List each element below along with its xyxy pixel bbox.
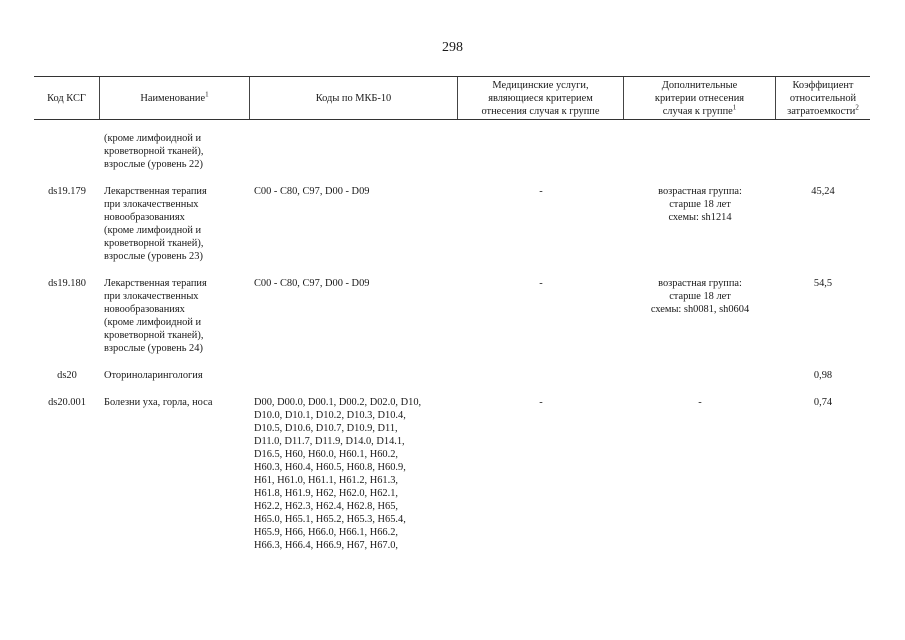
name-line: Лекарственная терапия <box>104 186 207 197</box>
icd-line: D10.5, D10.6, D10.7, D10.9, D11, <box>254 423 398 434</box>
icd-line: H65.9, H66, H66.0, H66.1, H66.2, <box>254 527 399 538</box>
icd-line: C00 - C80, C97, D00 - D09 <box>254 186 370 197</box>
row-coefficient <box>776 132 870 171</box>
row-coefficient: 0,98 <box>813 370 833 381</box>
row-name <box>100 132 250 171</box>
row-criteria <box>624 396 776 552</box>
icd-line: H62.2, H62.3, H62.4, H62.8, H65, <box>254 501 399 512</box>
header-code: Код КСГ <box>34 77 100 119</box>
row-code: ds19.180 <box>48 278 86 289</box>
icd-line: D00, D00.0, D00.1, D00.2, D02.0, D10, <box>254 397 422 408</box>
row-criteria <box>624 277 776 355</box>
table-body <box>34 120 870 552</box>
name-line: Болезни уха, горла, носа <box>104 397 213 408</box>
header-name: Наименование$^1$ <box>100 77 250 119</box>
row-services: - <box>539 278 543 289</box>
icd-line: H61.8, H61.9, H62, H62.0, H62.1, <box>254 488 399 499</box>
row-services: - <box>539 186 543 197</box>
criteria-line: - <box>698 397 702 408</box>
icd-line: D11.0, D11.7, D11.9, D14.0, D14.1, <box>254 436 405 447</box>
name-line: взрослые (уровень 24) <box>104 343 203 354</box>
header-coefficient: Коэффициент относительной затратоемкости$^2$ <box>787 79 859 117</box>
criteria-line: схемы: sh0081, sh0604 <box>650 304 750 315</box>
row-code: ds19.179 <box>48 186 86 197</box>
icd-line: C00 - C80, C97, D00 - D09 <box>254 278 370 289</box>
icd-line: H66.3, H66.4, H66.9, H67, H67.0, <box>254 540 399 551</box>
row-name <box>100 277 250 355</box>
table-row <box>34 369 870 382</box>
name-line: взрослые (уровень 22) <box>104 159 203 170</box>
name-line: Лекарственная терапия <box>104 278 207 289</box>
row-criteria <box>624 185 776 263</box>
name-line: взрослые (уровень 23) <box>104 251 203 262</box>
row-icd-codes <box>250 369 458 382</box>
icd-line: H61, H61.0, H61.1, H61.2, H61.3, <box>254 475 399 486</box>
criteria-line: схемы: sh1214 <box>668 212 732 223</box>
row-coefficient: 45,24 <box>811 186 835 197</box>
table-row <box>34 277 870 355</box>
row-coefficient: 0,74 <box>813 397 833 408</box>
row-code <box>34 132 100 171</box>
row-coefficient: 54,5 <box>813 278 833 289</box>
name-line: кроветворной тканей), <box>104 238 204 249</box>
row-icd-codes <box>250 185 458 263</box>
icd-line: H65.0, H65.1, H65.2, H65.3, H65.4, <box>254 514 406 525</box>
icd-line: H60.3, H60.4, H60.5, H60.8, H60.9, <box>254 462 406 473</box>
criteria-line: возрастная группа: <box>658 278 742 289</box>
name-line: Оториноларингология <box>104 370 203 381</box>
criteria-line: старше 18 лет <box>669 199 731 210</box>
row-name <box>100 369 250 382</box>
icd-line: D10.0, D10.1, D10.2, D10.3, D10.4, <box>254 410 406 421</box>
row-name <box>100 396 250 552</box>
header-criteria: Дополнительные критерии отнесения случая к группе$^1$ <box>624 77 776 119</box>
name-line: при злокачественных <box>104 291 199 302</box>
name-line: (кроме лимфоидной и <box>104 225 202 236</box>
table-row <box>34 185 870 263</box>
row-code: ds20.001 <box>48 397 86 408</box>
table-row <box>34 132 870 171</box>
ksg-table <box>34 76 870 566</box>
table-row <box>34 396 870 552</box>
name-line: новообразованиях <box>104 304 185 315</box>
table-header <box>34 77 870 119</box>
icd-line: D16.5, H60, H60.0, H60.1, H60.2, <box>254 449 399 460</box>
name-line: кроветворной тканей), <box>104 330 204 341</box>
row-services: - <box>539 397 543 408</box>
row-name <box>100 185 250 263</box>
page-number: 298 <box>442 40 463 55</box>
row-icd-codes <box>250 396 458 552</box>
row-code: ds20 <box>57 370 77 381</box>
header-services: Медицинские услуги, являющиеся критерием отнесения случая к группе <box>458 77 624 119</box>
row-services <box>458 369 624 382</box>
row-icd-codes <box>250 132 458 171</box>
name-line: новообразованиях <box>104 212 185 223</box>
criteria-line: старше 18 лет <box>669 291 731 302</box>
name-line: (кроме лимфоидной и <box>104 317 202 328</box>
name-line: (кроме лимфоидной и <box>104 133 202 144</box>
name-line: при злокачественных <box>104 199 199 210</box>
criteria-line: возрастная группа: <box>658 186 742 197</box>
row-criteria <box>624 369 776 382</box>
row-criteria <box>624 132 776 171</box>
row-services <box>458 132 624 171</box>
name-line: кроветворной тканей), <box>104 146 204 157</box>
row-icd-codes <box>250 277 458 355</box>
header-icd: Коды по МКБ-10 <box>250 77 458 119</box>
